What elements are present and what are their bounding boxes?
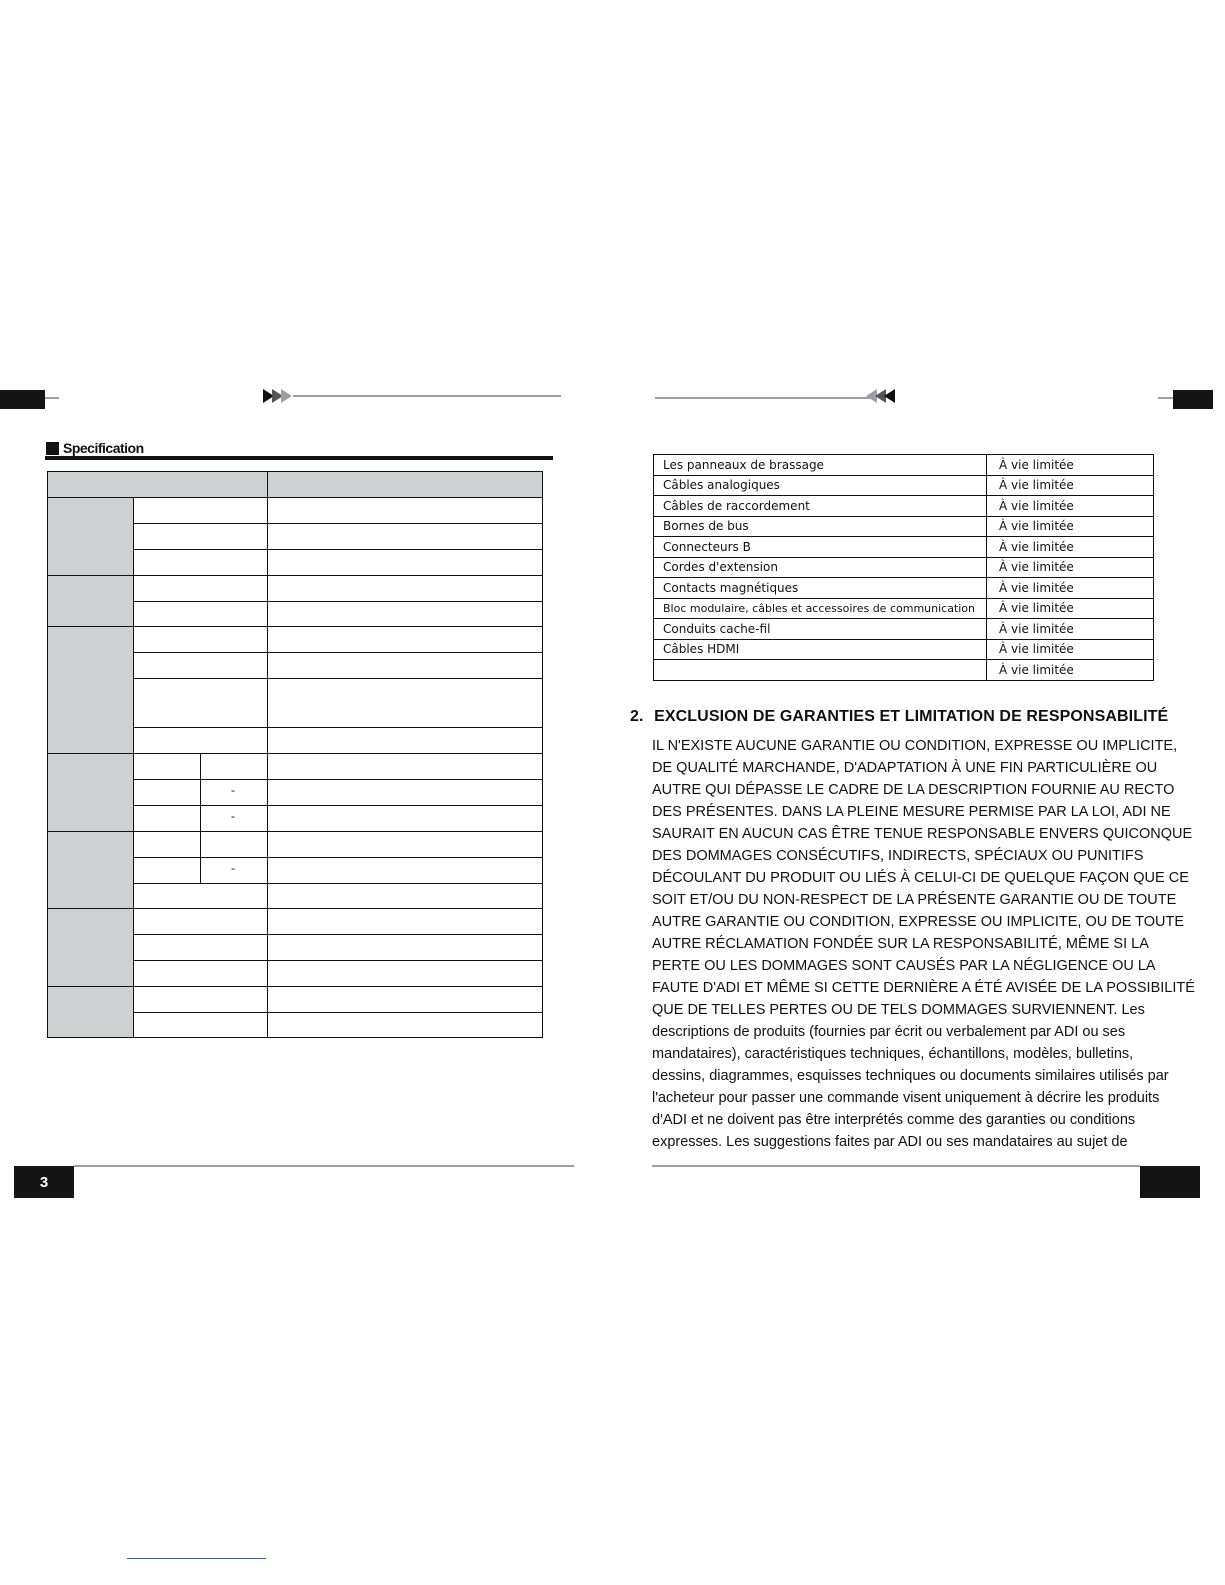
product-cell: Câbles de raccordement [654, 496, 987, 517]
paragraph-line: SOIT ET/OU DU NON-RESPECT DE LA PRÉSENTE GARANTIE OU DE TOUTE [652, 892, 1177, 908]
paragraph-line: FAUTE D'ADI ET MÊME SI CETTE DERNIÈRE A ÉTÉ AVISÉE DE LA POSSIBILITÉ [652, 980, 1195, 996]
warranty-cell: À vie limitée [987, 496, 1154, 517]
spec-heading [46, 440, 144, 456]
spec-header-cell [47, 471, 268, 498]
product-cell: Conduits cache-fil [654, 619, 987, 640]
product-cell: Bloc modulaire, câbles et accessoires de communication [654, 598, 987, 619]
spec-value-cell [267, 831, 543, 858]
warranty-cell: À vie limitée [987, 475, 1154, 496]
warranty-row [654, 496, 1154, 517]
spec-param-cell [133, 934, 268, 961]
warranty-cell: À vie limitée [987, 598, 1154, 619]
product-cell: Contacts magnétiques [654, 578, 987, 599]
paragraph-line: DES PRÉSENTES. DANS LA PLEINE MESURE PERMISE PAR LA LOI, ADI NE [652, 804, 1171, 820]
paragraph-line: DE QUALITÉ MARCHANDE, D'ADAPTATION À UNE FIN PARTICULIÈRE OU [652, 760, 1158, 776]
spec-param-cell [133, 908, 268, 935]
spec-value-cell [267, 652, 543, 679]
spec-value-cell [267, 960, 543, 987]
spec-param-cell [133, 626, 268, 653]
spec-category-cell [47, 986, 134, 1038]
warranty-cell: À vie limitée [987, 516, 1154, 537]
left-header-line [293, 395, 561, 397]
paragraph-line: DÉCOULANT DU PRODUIT OU LIÉS À CELUI-CI DE QUELQUE FAÇON QUE CE [652, 870, 1189, 886]
spec-value-cell [267, 1012, 543, 1038]
paragraph-line: PERTE OU LES DOMMAGES SONT CAUSÉS PAR LA NÉGLIGENCE OU LA [652, 958, 1156, 974]
spec-value-cell [267, 934, 543, 961]
warranty-cell: À vie limitée [987, 639, 1154, 660]
product-cell [654, 660, 987, 681]
forward-arrows-icon [263, 389, 290, 403]
warranty-cell: À vie limitée [987, 455, 1154, 476]
spec-value-cell [267, 727, 543, 754]
spec-param-cell [133, 960, 268, 987]
spec-category-cell [47, 908, 134, 987]
spec-param-cell [133, 727, 268, 754]
product-cell: Câbles analogiques [654, 475, 987, 496]
right-footer-line [652, 1165, 1140, 1167]
spec-sub-cell [200, 753, 268, 780]
spec-param-cell [133, 497, 268, 524]
spec-dash: - [231, 809, 235, 823]
spec-sub-cell [133, 753, 201, 780]
spec-param-cell [133, 883, 268, 909]
warranty-row [654, 557, 1154, 578]
spec-param-cell [133, 986, 268, 1013]
spec-value-cell [267, 753, 543, 780]
product-cell: Cordes d'extension [654, 557, 987, 578]
spec-param-cell [133, 678, 268, 728]
spec-value-cell [267, 523, 543, 550]
spec-param-cell [133, 652, 268, 679]
spec-param-cell [133, 575, 268, 602]
paragraph-line: d'ADI et ne doivent pas être interprétés comme des garanties ou conditions [652, 1112, 1136, 1128]
warranty-cell: À vie limitée [987, 578, 1154, 599]
spec-category-cell [47, 497, 134, 576]
product-cell: Bornes de bus [654, 516, 987, 537]
page-number-badge [14, 1166, 74, 1198]
spec-value-cell [267, 497, 543, 524]
spec-sub-cell [133, 779, 201, 806]
paragraph-line: mandataires), caractéristiques techniques, échantillons, modèles, bulletins, [652, 1046, 1134, 1062]
warranty-row [654, 578, 1154, 599]
warranty-row [654, 475, 1154, 496]
warranty-row [654, 598, 1154, 619]
spec-value-cell [267, 883, 543, 909]
left-footer-line [74, 1165, 574, 1167]
spec-value-cell [267, 575, 543, 602]
spec-param-cell [133, 523, 268, 550]
paragraph-line: AUTRE GARANTIE OU CONDITION, EXPRESSE OU IMPLICITE, OU DE TOUTE [652, 914, 1185, 930]
right-header-stub-line [1158, 397, 1173, 399]
spec-category-cell [47, 575, 134, 627]
spec-value-cell [267, 678, 543, 728]
right-header-tab [1173, 390, 1213, 409]
warranty-cell: À vie limitée [987, 619, 1154, 640]
left-header-tab [0, 390, 45, 409]
spec-value-cell [267, 857, 543, 884]
back-arrows-icon [868, 389, 895, 403]
warranty-row [654, 455, 1154, 476]
spec-category-cell [47, 831, 134, 909]
paragraph-line: descriptions de produits (fournies par écrit ou verbalement par ADI ou ses [652, 1024, 1126, 1040]
spec-value-cell [267, 549, 543, 576]
product-cell: Connecteurs B [654, 537, 987, 558]
warranty-table [653, 454, 1154, 681]
spec-value-cell [267, 805, 543, 832]
warranty-cell: À vie limitée [987, 537, 1154, 558]
section-heading [630, 708, 1168, 726]
spec-sub-cell [133, 831, 201, 858]
warranty-cell: À vie limitée [987, 660, 1154, 681]
paragraph-line: dessins, diagrammes, esquisses techniques ou documents similaires utilisés par [652, 1068, 1169, 1084]
spec-param-cell [133, 1012, 268, 1038]
paragraph-line: l'acheteur pour passer une commande visent uniquement à décrire les produits [652, 1090, 1160, 1106]
warranty-row [654, 619, 1154, 640]
left-header-stub-line [45, 397, 59, 399]
section-number: 2. [630, 708, 644, 725]
spec-sub-cell [133, 857, 201, 884]
warranty-row [654, 537, 1154, 558]
section-title: EXCLUSION DE GARANTIES ET LIMITATION DE RESPONSABILITÉ [654, 708, 1169, 725]
paragraph-line: QUE DE TELLES PERTES OU DE TELS DOMMAGES SURVIENNENT. Les [652, 1002, 1145, 1018]
spec-dash: - [231, 783, 235, 797]
link-underline [127, 1558, 266, 1559]
square-bullet-icon [46, 442, 59, 455]
warranty-row [654, 516, 1154, 537]
paragraph-line: AUTRE QUI DÉPASSE LE CADRE DE LA DESCRIPTION FOURNIE AU RECTO [652, 782, 1175, 798]
right-page-number-badge [1140, 1166, 1200, 1198]
spec-value-cell [267, 626, 543, 653]
spec-sub-cell [133, 805, 201, 832]
spec-param-cell [133, 549, 268, 576]
spec-value-cell [267, 601, 543, 627]
page-number: 3 [39, 1173, 49, 1191]
spec-header-cell [267, 471, 543, 498]
paragraph-line: DES DOMMAGES CONSÉCUTIFS, INDIRECTS, SPÉCIAUX OU PUNITIFS [652, 848, 1144, 864]
warranty-row [654, 639, 1154, 660]
right-header-line [655, 397, 870, 399]
product-cell: Les panneaux de brassage [654, 455, 987, 476]
paragraph-line: IL N'EXISTE AUCUNE GARANTIE OU CONDITION, EXPRESSE OU IMPLICITE, [652, 738, 1178, 754]
paragraph-line: AUTRE RÉCLAMATION FONDÉE SUR LA RESPONSABILITÉ, MÊME SI LA [652, 936, 1149, 952]
spec-heading-rule [45, 456, 553, 460]
spec-category-cell [47, 626, 134, 754]
spec-param-cell [133, 601, 268, 627]
disclaimer-paragraph [652, 735, 1195, 1153]
warranty-cell: À vie limitée [987, 557, 1154, 578]
spec-dash: - [231, 861, 235, 875]
warranty-row [654, 660, 1154, 681]
spec-value-cell [267, 779, 543, 806]
spec-category-cell [47, 753, 134, 832]
spec-value-cell [267, 986, 543, 1013]
paragraph-line: SAURAIT EN AUCUN CAS ÊTRE TENUE RESPONSABLE ENVERS QUICONQUE [652, 826, 1193, 842]
product-cell: Câbles HDMI [654, 639, 987, 660]
spec-value-cell [267, 908, 543, 935]
paragraph-line: expresses. Les suggestions faites par ADI ou ses mandataires au sujet de [652, 1134, 1128, 1150]
spec-heading-label: Specification [63, 440, 144, 456]
spec-sub-cell [200, 831, 268, 858]
